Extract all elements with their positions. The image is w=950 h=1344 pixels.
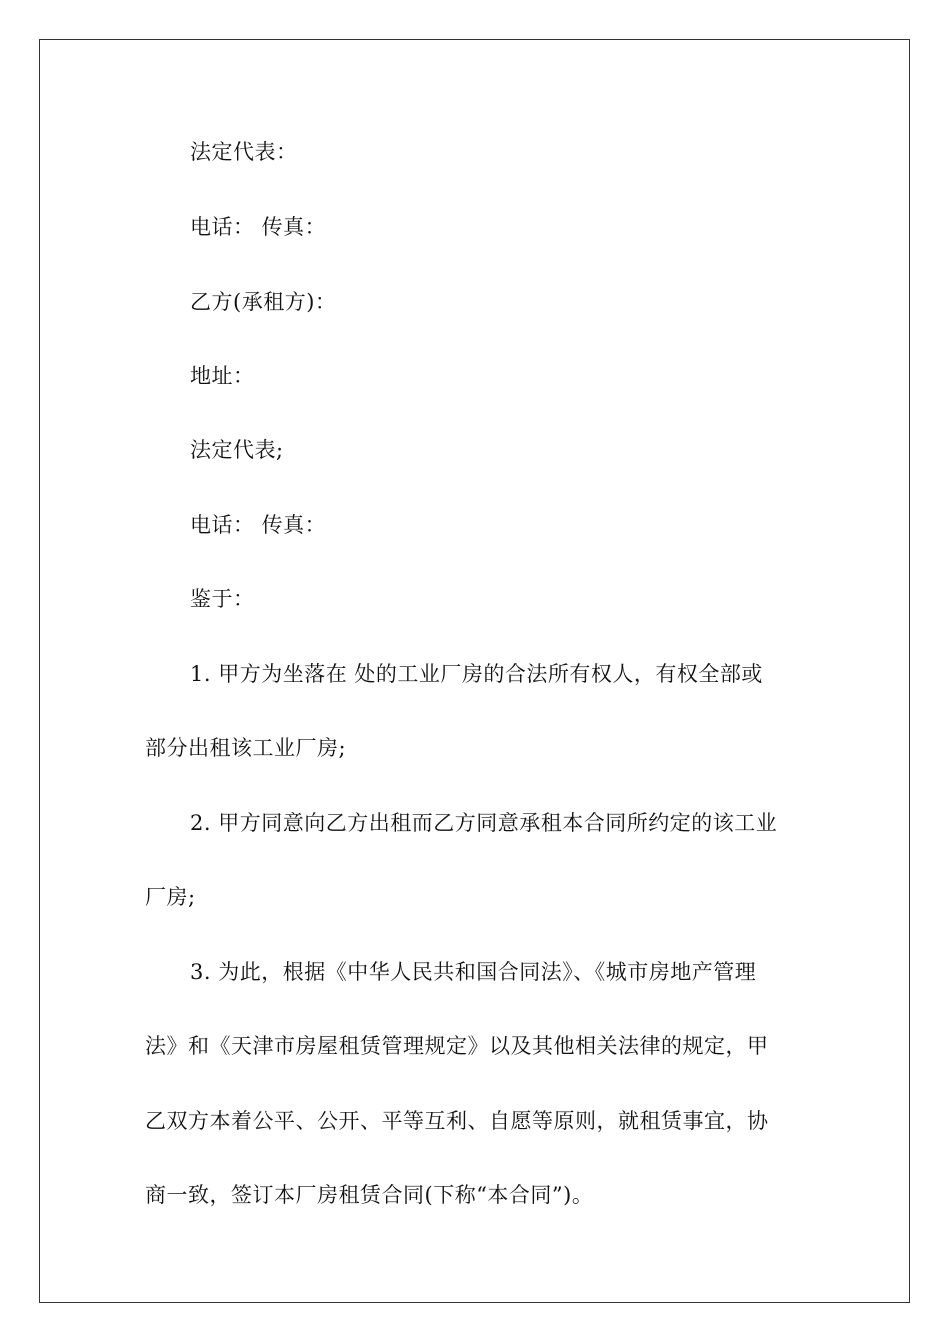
clause-3-line-3: 乙双方本着公平、公开、平等互利、自愿等原则，就租赁事宜，协 bbox=[145, 1109, 769, 1133]
clause-2-line-2: 厂房; bbox=[145, 885, 196, 909]
address-label: 地址： bbox=[190, 364, 255, 388]
clause-1-line-1: 1. 甲方为坐落在 处的工业厂房的合法所有权人，有权全部或 bbox=[190, 662, 763, 686]
legal-representative-label: 法定代表： bbox=[190, 140, 298, 164]
legal-representative-label-b: 法定代表; bbox=[190, 438, 284, 462]
clause-3-line-4: 商一致，签订本厂房租赁合同(下称“本合同”)。 bbox=[145, 1183, 594, 1207]
clause-2-line-1: 2. 甲方同意向乙方出租而乙方同意承租本合同所约定的该工业 bbox=[190, 811, 778, 835]
clause-3-line-1: 3. 为此，根据《中华人民共和国合同法》、《城市房地产管理 bbox=[190, 960, 757, 984]
whereas-heading: 鉴于： bbox=[190, 587, 255, 611]
clause-3-line-2: 法》和《天津市房屋租赁管理规定》以及其他相关法律的规定，甲 bbox=[145, 1034, 769, 1058]
phone-fax-label: 电话： 传真： bbox=[190, 215, 327, 239]
party-b-label: 乙方(承租方)： bbox=[190, 290, 337, 314]
clause-1-line-2: 部分出租该工业厂房; bbox=[145, 736, 347, 760]
phone-fax-label-b: 电话： 传真： bbox=[190, 513, 327, 537]
